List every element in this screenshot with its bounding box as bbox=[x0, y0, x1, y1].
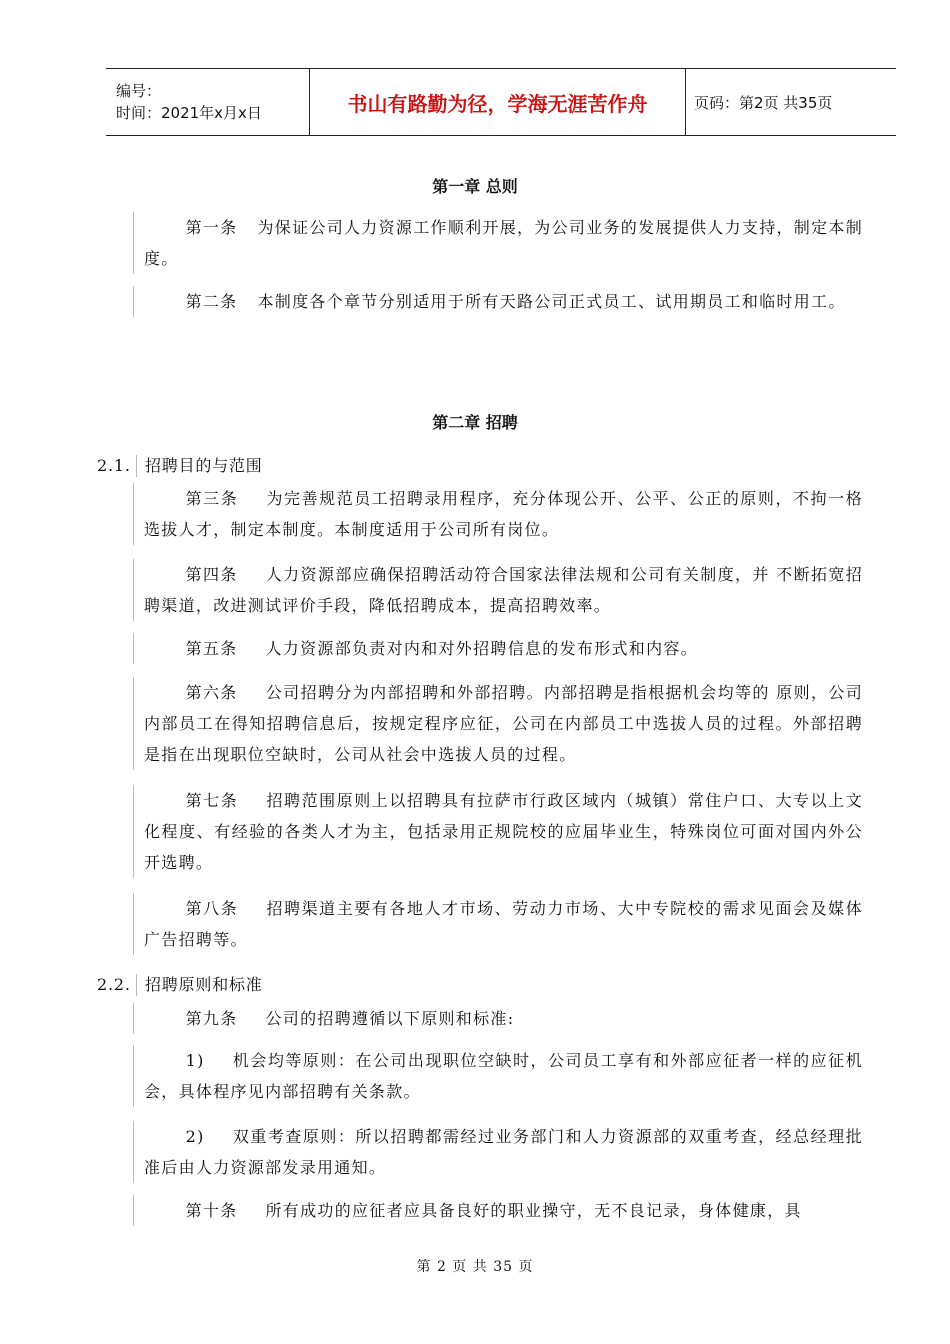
article-4 bbox=[133, 559, 863, 621]
article-number: 第二条 bbox=[185, 292, 238, 311]
section-title: 招聘原则和标准 bbox=[145, 975, 263, 994]
article-7 bbox=[133, 785, 863, 878]
article-text: 招聘范围原则上以招聘具有拉萨市行政区域内（城镇）常住户口、大专以上文化程度、有经验的各类人才为主，包括录用正规院校的应届毕业生，特殊岗位可面对国内外公开选聘。 bbox=[144, 791, 863, 872]
page-header bbox=[106, 68, 896, 136]
item-number: 2) bbox=[185, 1127, 205, 1146]
article-number: 第一条 bbox=[185, 218, 238, 237]
article-6 bbox=[133, 677, 863, 770]
article-number: 第三条 bbox=[185, 489, 239, 508]
section-2-1 bbox=[97, 455, 263, 477]
article-number: 第五条 bbox=[185, 639, 238, 658]
section-title: 招聘目的与范围 bbox=[145, 456, 263, 475]
item-text: 双重考查原则：所以招聘都需经过业务部门和人力资源部的双重考查，经总经理批准后由人力资源部发录用通知。 bbox=[144, 1127, 863, 1177]
article-text: 人力资源部应确保招聘活动符合国家法律法规和公司有关制度，并 不断拓宽招聘渠道，改进测试评价手段，降低招聘成本，提高招聘效率。 bbox=[144, 565, 863, 615]
article-text: 所有成功的应征者应具备良好的职业操守，无不良记录，身体健康，具 bbox=[265, 1201, 802, 1220]
item-1 bbox=[133, 1045, 863, 1107]
article-number: 第九条 bbox=[185, 1009, 238, 1028]
document-number-label: 编号： bbox=[116, 82, 162, 100]
article-number: 第六条 bbox=[185, 683, 238, 702]
header-page-label: 页码：第2页 共35页 bbox=[694, 93, 833, 112]
article-3 bbox=[133, 483, 863, 545]
item-2 bbox=[133, 1121, 863, 1183]
article-2 bbox=[133, 286, 863, 317]
section-number: 2.1. bbox=[97, 455, 137, 477]
article-number: 第十条 bbox=[185, 1201, 238, 1220]
page-footer: 第 2 页 共 35 页 bbox=[416, 1259, 534, 1275]
document-time-label: 时间：2021年x月x日 bbox=[116, 104, 262, 122]
section-2-2 bbox=[97, 974, 263, 996]
article-8 bbox=[133, 893, 863, 955]
article-text: 公司招聘分为内部招聘和外部招聘。内部招聘是指根据机会均等的 原则，公司内部员工在得知招聘信息后，按规定程序应征，公司在内部员工中选拔人员的过程。外部招聘是指在出现职位空缺时，公司从社会中选拔人员的过程。 bbox=[144, 683, 863, 764]
article-text: 本制度各个章节分别适用于所有天路公司正式员工、试用期员工和临时用工。 bbox=[257, 292, 846, 311]
article-1 bbox=[133, 212, 863, 274]
article-number: 第七条 bbox=[185, 791, 239, 810]
article-10 bbox=[133, 1195, 863, 1226]
chapter-1-title: 第一章 总则 bbox=[432, 177, 518, 196]
item-number: 1) bbox=[185, 1051, 205, 1070]
article-5 bbox=[133, 633, 863, 664]
article-text: 为保证公司人力资源工作顺利开展，为公司业务的发展提供人力支持，制定本制度。 bbox=[144, 218, 864, 268]
article-number: 第四条 bbox=[185, 565, 238, 584]
article-text: 为完善规范员工招聘录用程序，充分体现公开、公平、公正的原则，不拘一格选拔人才，制定本制度。本制度适用于公司所有岗位。 bbox=[144, 489, 863, 539]
header-motto: 书山有路勤为径，学海无涯苦作舟 bbox=[310, 69, 686, 135]
chapter-2-title: 第二章 招聘 bbox=[432, 413, 518, 432]
article-text: 招聘渠道主要有各地人才市场、劳动力市场、大中专院校的需求见面会及媒体广告招聘等。 bbox=[144, 899, 863, 949]
section-number: 2.2. bbox=[97, 974, 137, 996]
article-number: 第八条 bbox=[185, 899, 239, 918]
item-text: 机会均等原则：在公司出现职位空缺时，公司员工享有和外部应征者一样的应征机会，具体程序见内部招聘有关条款。 bbox=[144, 1051, 863, 1101]
header-meta bbox=[106, 69, 310, 135]
article-text: 人力资源部负责对内和对外招聘信息的发布形式和内容。 bbox=[265, 639, 699, 658]
article-9 bbox=[133, 1003, 863, 1034]
article-text: 公司的招聘遵循以下原则和标准: bbox=[265, 1009, 515, 1028]
